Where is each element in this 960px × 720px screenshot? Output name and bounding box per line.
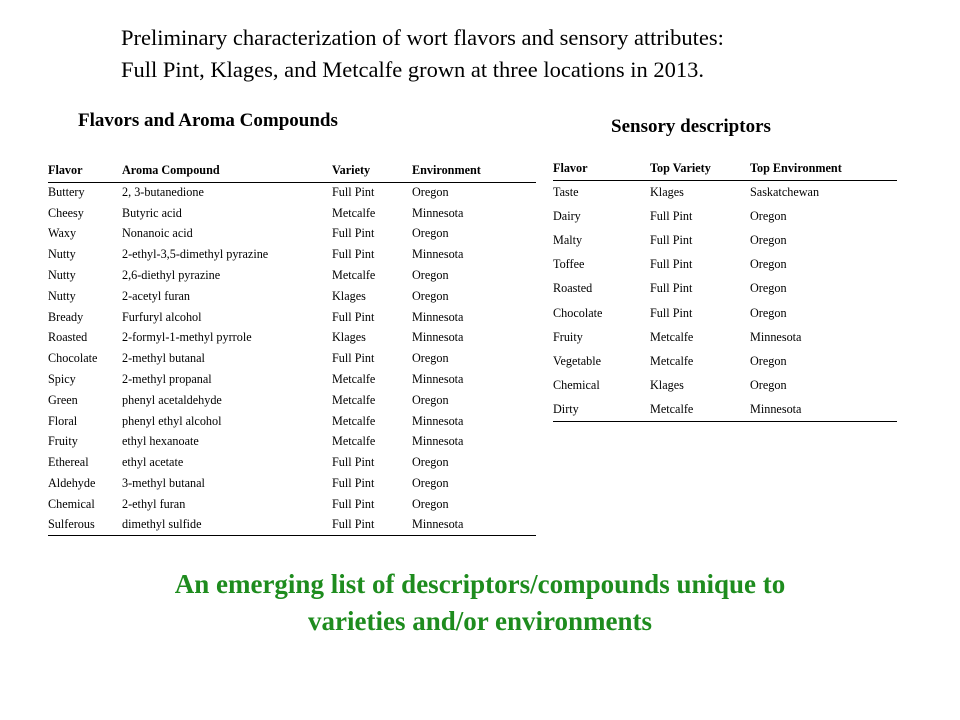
table-cell: Minnesota [412, 247, 464, 262]
column-header-flavor: Flavor [48, 163, 83, 178]
table-cell: Fruity [553, 329, 583, 344]
table-cell: Bready [48, 309, 84, 324]
table-header-row [553, 158, 897, 180]
table-row [553, 204, 897, 228]
table-row [48, 307, 536, 328]
table-cell: phenyl acetaldehyde [122, 392, 222, 407]
table-row [553, 325, 897, 349]
table-row [48, 515, 536, 536]
sensory-descriptors-heading: Sensory descriptors [611, 116, 771, 137]
table-cell: Oregon [750, 353, 787, 368]
table-cell: dimethyl sulfide [122, 517, 202, 532]
table-cell: Oregon [750, 305, 787, 320]
table-cell: Metcalfe [332, 372, 376, 387]
table-cell: ethyl hexanoate [122, 434, 199, 449]
table-cell: Full Pint [650, 232, 693, 247]
table-row [48, 494, 536, 515]
table-cell: 2-ethyl-3,5-dimethyl pyrazine [122, 247, 269, 262]
table-header-row [48, 160, 536, 182]
table-cell: Metcalfe [332, 268, 376, 283]
table-cell: 2,6-diethyl pyrazine [122, 268, 221, 283]
table-cell: ethyl acetate [122, 455, 184, 470]
table-cell: Aldehyde [48, 476, 96, 491]
table-cell: 2-methyl propanal [122, 372, 212, 387]
table-cell: Oregon [750, 378, 787, 393]
flavors-aroma-table [48, 160, 536, 536]
table-cell: Oregon [412, 455, 449, 470]
table-cell: Buttery [48, 185, 85, 200]
table-cell: Full Pint [332, 247, 375, 262]
table-cell: Dirty [553, 402, 579, 417]
table-cell: Chocolate [553, 305, 603, 320]
table-cell: Vegetable [553, 353, 602, 368]
table-row [48, 203, 536, 224]
table-cell: Minnesota [412, 517, 464, 532]
table-cell: Full Pint [332, 226, 375, 241]
table-cell: Full Pint [650, 305, 693, 320]
table-row [553, 253, 897, 277]
table-cell: Minnesota [412, 205, 464, 220]
table-cell: Metcalfe [332, 413, 376, 428]
table-cell: Oregon [750, 232, 787, 247]
table-cell: Minnesota [412, 372, 464, 387]
table-cell: Minnesota [750, 402, 802, 417]
table-cell: Floral [48, 413, 78, 428]
table-cell: Klages [650, 378, 684, 393]
table-row [553, 374, 897, 398]
table-cell: 3-methyl butanal [122, 476, 205, 491]
table-cell: Minnesota [750, 329, 802, 344]
table-cell: Oregon [750, 281, 787, 296]
column-header-flavor: Flavor [553, 161, 588, 176]
slide-title-line-2: Full Pint, Klages, and Metcalfe grown at three locations in 2013. [121, 57, 705, 82]
table-cell: Klages [650, 184, 684, 199]
table-cell: Full Pint [332, 351, 375, 366]
table-cell: Metcalfe [332, 434, 376, 449]
table-row [48, 265, 536, 286]
table-cell: Minnesota [412, 309, 464, 324]
table-cell: Nutty [48, 288, 76, 303]
table-cell: Full Pint [332, 496, 375, 511]
table-cell: Minnesota [412, 330, 464, 345]
table-cell: Chemical [553, 378, 600, 393]
table-cell: Oregon [750, 257, 787, 272]
column-header-variety: Variety [332, 163, 371, 178]
table-row [48, 452, 536, 473]
table-cell: phenyl ethyl alcohol [122, 413, 222, 428]
slide-title [121, 22, 724, 86]
table-cell: Minnesota [412, 434, 464, 449]
column-header-top-variety: Top Variety [650, 161, 711, 176]
table-cell: Dairy [553, 208, 581, 223]
table-cell: Sulferous [48, 517, 95, 532]
table-cell: Metcalfe [332, 392, 376, 407]
table-cell: Waxy [48, 226, 77, 241]
table-row [553, 180, 897, 204]
table-cell: Full Pint [650, 208, 693, 223]
table-cell: Taste [553, 184, 579, 199]
table-cell: Oregon [412, 268, 449, 283]
table-cell: Roasted [553, 281, 593, 296]
table-cell: Minnesota [412, 413, 464, 428]
column-header-aroma-compound: Aroma Compound [122, 163, 220, 178]
table-cell: Oregon [412, 288, 449, 303]
table-cell: Chemical [48, 496, 95, 511]
table-cell: Chocolate [48, 351, 98, 366]
table-cell: Metcalfe [650, 353, 694, 368]
table-cell: 2-acetyl furan [122, 288, 191, 303]
table-cell: Metcalfe [332, 205, 376, 220]
table-cell: Klages [332, 288, 366, 303]
table-cell: Nonanoic acid [122, 226, 193, 241]
table-cell: Full Pint [332, 476, 375, 491]
table-cell: Metcalfe [650, 402, 694, 417]
table-cell: 2, 3-butanedione [122, 185, 204, 200]
table-cell: Oregon [412, 351, 449, 366]
table-cell: Oregon [412, 185, 449, 200]
table-cell: Oregon [412, 392, 449, 407]
table-cell: Full Pint [650, 281, 693, 296]
table-cell: Saskatchewan [750, 184, 820, 199]
table-cell: Roasted [48, 330, 88, 345]
table-row [48, 390, 536, 411]
table-row [553, 301, 897, 325]
summary-line-1: An emerging list of descriptors/compounds unique to [174, 569, 786, 599]
table-cell: Nutty [48, 268, 76, 283]
table-row [48, 182, 536, 203]
column-header-environment: Environment [412, 163, 481, 178]
table-cell: Oregon [412, 226, 449, 241]
table-cell: Klages [332, 330, 366, 345]
sensory-descriptors-table [553, 158, 897, 422]
table-cell: Toffee [553, 257, 585, 272]
table-cell: 2-formyl-1-methyl pyrrole [122, 330, 252, 345]
table-row [553, 398, 897, 422]
table-row [48, 286, 536, 307]
table-cell: Full Pint [650, 257, 693, 272]
table-cell: Metcalfe [650, 329, 694, 344]
table-cell: Green [48, 392, 78, 407]
table-row [48, 244, 536, 265]
table-row [48, 473, 536, 494]
table-cell: Nutty [48, 247, 76, 262]
table-row [48, 348, 536, 369]
summary-line-2: varieties and/or environments [308, 606, 652, 636]
table-cell: Butyric acid [122, 205, 182, 220]
table-cell: Full Pint [332, 517, 375, 532]
flavors-aroma-heading: Flavors and Aroma Compounds [78, 110, 338, 131]
table-cell: Spicy [48, 372, 76, 387]
table-row [48, 411, 536, 432]
table-cell: Fruity [48, 434, 78, 449]
table-row [48, 328, 536, 349]
table-cell: Furfuryl alcohol [122, 309, 202, 324]
table-row [48, 432, 536, 453]
table-row [553, 349, 897, 373]
table-row [48, 369, 536, 390]
summary-statement [0, 566, 960, 640]
table-row [48, 224, 536, 245]
table-cell: Malty [553, 232, 583, 247]
table-cell: Full Pint [332, 185, 375, 200]
table-cell: Full Pint [332, 309, 375, 324]
slide-title-line-1: Preliminary characterization of wort flavors and sensory attributes: [121, 25, 724, 50]
table-cell: Full Pint [332, 455, 375, 470]
column-header-top-environment: Top Environment [750, 161, 842, 176]
table-cell: Oregon [412, 496, 449, 511]
table-row [553, 228, 897, 252]
table-cell: Oregon [412, 476, 449, 491]
table-cell: 2-methyl butanal [122, 351, 205, 366]
table-cell: Cheesy [48, 205, 84, 220]
table-cell: Oregon [750, 208, 787, 223]
table-cell: Ethereal [48, 455, 89, 470]
table-cell: 2-ethyl furan [122, 496, 186, 511]
table-row [553, 277, 897, 301]
